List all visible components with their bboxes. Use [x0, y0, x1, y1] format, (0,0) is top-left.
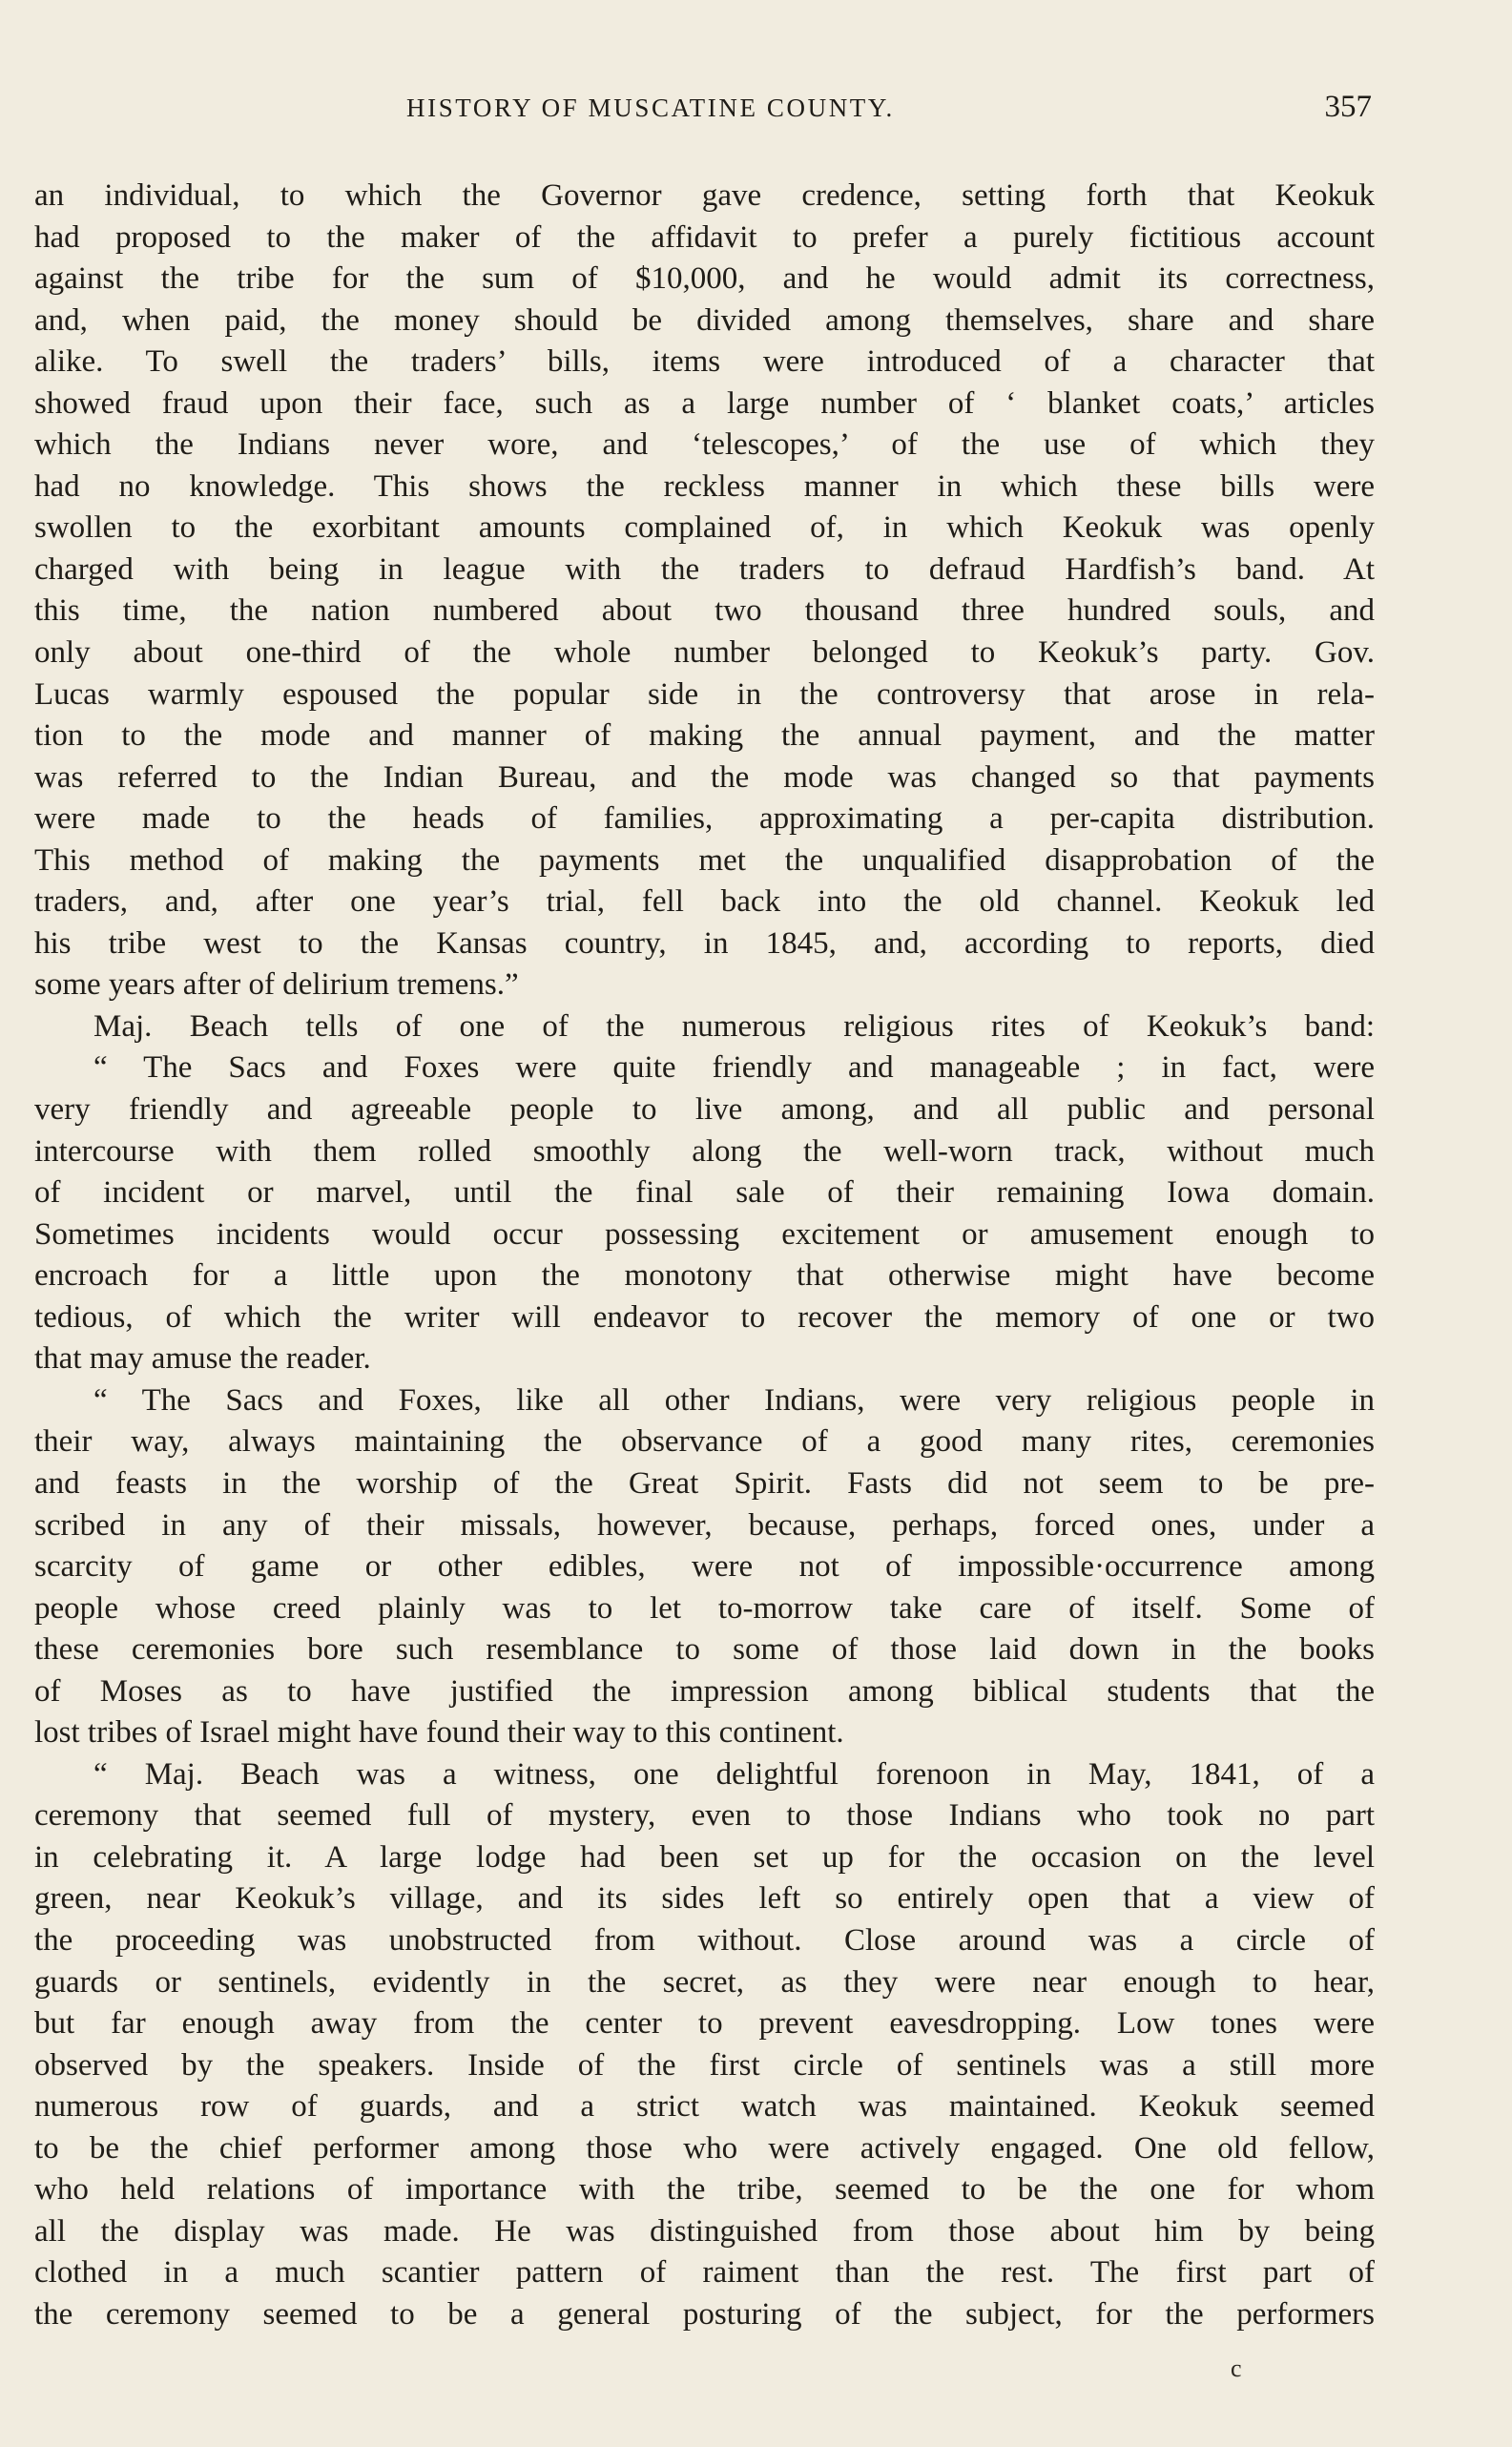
text-line: his tribe west to the Kansas country, in 1845, and, according to reports, died: [34, 925, 1375, 961]
text-line: in celebrating it. A large lodge had been set up for the occasion on the level: [34, 1839, 1375, 1875]
text-line: traders, and, after one year’s trial, fell back into the old channel. Keokuk led: [34, 884, 1375, 920]
text-line: encroach for a little upon the monotony that otherwise might have become: [34, 1258, 1375, 1294]
text-line: very friendly and agreeable people to live among, and all public and personal: [34, 1092, 1375, 1128]
text-line: some years after of delirium tremens.”: [34, 967, 519, 1003]
text-line: that may amuse the reader.: [34, 1341, 371, 1377]
text-line: to be the chief performer among those who were actively engaged. One old fellow,: [34, 2130, 1375, 2166]
text-line: but far enough away from the center to prevent eavesdropping. Low tones were: [34, 2006, 1375, 2042]
text-line: Lucas warmly espoused the popular side in the controversy that arose in rela-: [34, 676, 1375, 712]
text-line: which the Indians never wore, and ‘telescopes,’ of the use of which they: [34, 427, 1375, 463]
text-line: Sometimes incidents would occur possessing excitement or amusement enough to: [34, 1216, 1375, 1252]
signature-mark: c: [1231, 2354, 1242, 2382]
text-line: clothed in a much scantier pattern of raiment than the rest. The first part of: [34, 2255, 1375, 2291]
text-line: of incident or marvel, until the final sale of their remaining Iowa domain.: [34, 1175, 1375, 1211]
text-line: lost tribes of Israel might have found their way to this continent.: [34, 1715, 844, 1751]
text-line: scribed in any of their missals, however, because, perhaps, forced ones, under a: [34, 1507, 1375, 1543]
text-line: all the display was made. He was distinguished from those about him by being: [34, 2213, 1375, 2249]
text-line: scarcity of game or other edibles, were not of impossible·occurrence among: [34, 1549, 1375, 1585]
text-line: swollen to the exorbitant amounts complained of, in which Keokuk was openly: [34, 510, 1375, 546]
text-line: the proceeding was unobstructed from without. Close around was a circle of: [34, 1922, 1375, 1958]
text-line: people whose creed plainly was to let to-morrow take care of itself. Some of: [34, 1590, 1375, 1626]
text-line: intercourse with them rolled smoothly along the well-worn track, without much: [34, 1133, 1375, 1169]
text-line: who held relations of importance with the tribe, seemed to be the one for whom: [34, 2172, 1375, 2208]
text-line: charged with being in league with the traders to defraud Hardfish’s band. At: [34, 551, 1375, 587]
page-number: 357: [1324, 90, 1372, 124]
text-line: green, near Keokuk’s village, and its sides left so entirely open that a view of: [34, 1881, 1375, 1917]
text-line: these ceremonies bore such resemblance to some of those laid down in the books: [34, 1632, 1375, 1668]
text-line: observed by the speakers. Inside of the first circle of sentinels was a still more: [34, 2047, 1375, 2083]
text-line: were made to the heads of families, approximating a per-capita distribution.: [34, 801, 1375, 837]
text-line: Maj. Beach tells of one of the numerous religious rites of Keokuk’s band:: [93, 1008, 1375, 1044]
text-line: tion to the mode and manner of making the annual payment, and the matter: [34, 718, 1375, 754]
text-line: was referred to the Indian Bureau, and the mode was changed so that payments: [34, 759, 1375, 795]
text-line: “ The Sacs and Foxes were quite friendly and manageable ; in fact, were: [93, 1050, 1375, 1086]
text-line: had proposed to the maker of the affidavit to prefer a purely fictitious account: [34, 219, 1375, 255]
text-line: against the tribe for the sum of $10,000, and he would admit its correctness,: [34, 261, 1375, 297]
text-line: their way, always maintaining the observance of a good many rites, ceremonies: [34, 1424, 1375, 1460]
page-header: [34, 90, 1372, 135]
text-line: of Moses as to have justified the impression among biblical students that the: [34, 1673, 1375, 1709]
text-line: and, when paid, the money should be divided among themselves, share and share: [34, 302, 1375, 338]
text-line: numerous row of guards, and a strict watch was maintained. Keokuk seemed: [34, 2089, 1375, 2125]
text-line: the ceremony seemed to be a general posturing of the subject, for the performers: [34, 2296, 1375, 2332]
text-line: alike. To swell the traders’ bills, items were introduced of a character that: [34, 344, 1375, 380]
body-text: [34, 176, 1375, 2335]
text-line: showed fraud upon their face, such as a large number of ‘ blanket coats,’ articles: [34, 385, 1375, 421]
text-line: “ The Sacs and Foxes, like all other Indians, were very religious people in: [93, 1382, 1375, 1418]
text-line: “ Maj. Beach was a witness, one delightful forenoon in May, 1841, of a: [93, 1756, 1375, 1792]
text-line: and feasts in the worship of the Great Spirit. Fasts did not seem to be pre-: [34, 1465, 1375, 1501]
running-title: HISTORY OF MUSCATINE COUNTY.: [406, 93, 895, 122]
text-line: this time, the nation numbered about two thousand three hundred souls, and: [34, 593, 1375, 629]
text-line: only about one-third of the whole number belonged to Keokuk’s party. Gov.: [34, 635, 1375, 671]
text-line: ceremony that seemed full of mystery, even to those Indians who took no part: [34, 1798, 1375, 1834]
text-line: tedious, of which the writer will endeavor to recover the memory of one or two: [34, 1299, 1375, 1335]
text-line: guards or sentinels, evidently in the secret, as they were near enough to hear,: [34, 1964, 1375, 2000]
text-line: This method of making the payments met the unqualified disapprobation of the: [34, 842, 1375, 878]
text-line: had no knowledge. This shows the reckless manner in which these bills were: [34, 468, 1375, 504]
text-line: an individual, to which the Governor gave credence, setting forth that Keokuk: [34, 178, 1375, 213]
